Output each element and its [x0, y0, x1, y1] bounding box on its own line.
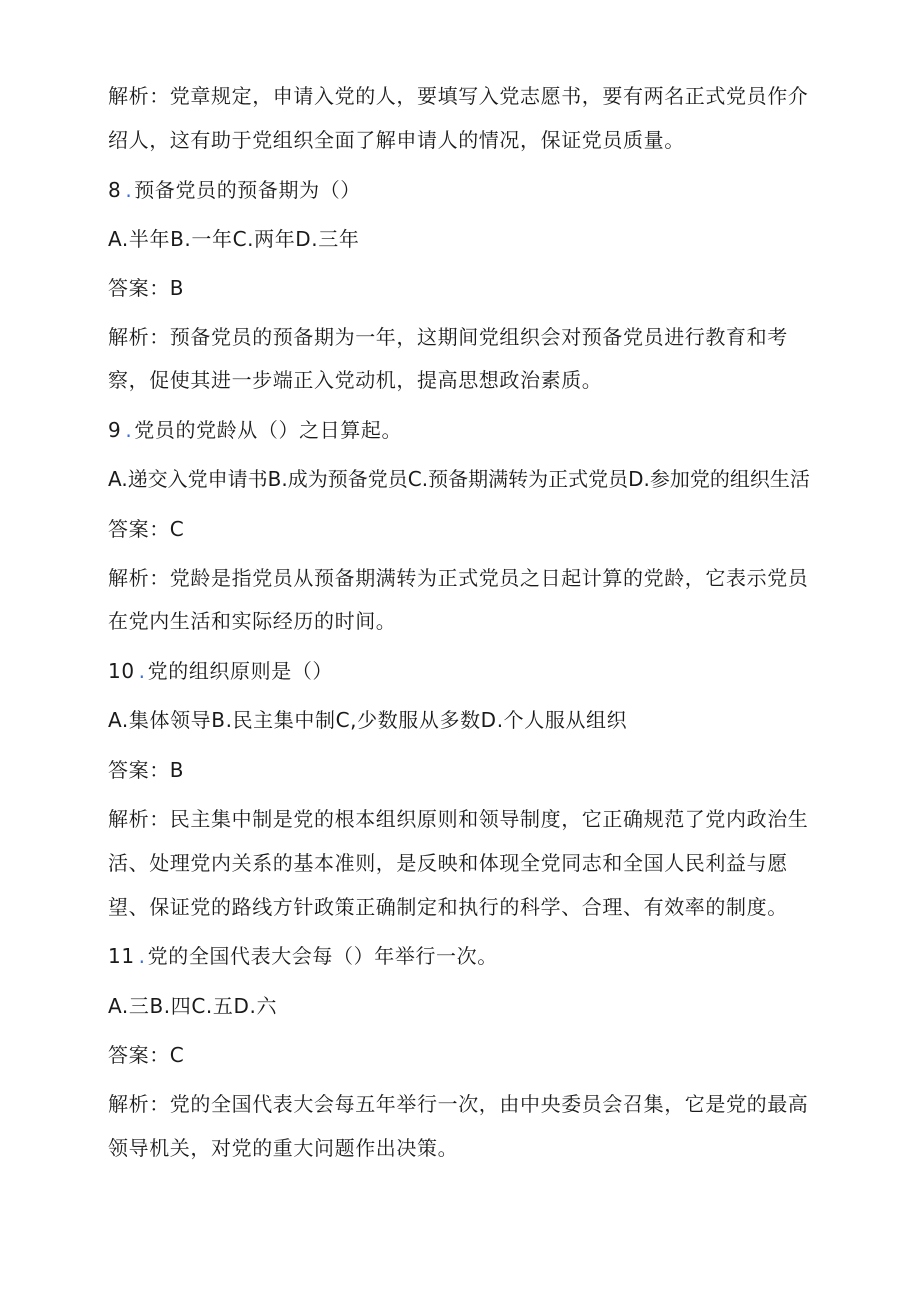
q9-analysis-line-2: 在党内生活和实际经历的时间。: [108, 609, 397, 633]
q9-analysis-line-1: 解析：党龄是指党员从预备期满转为正式党员之日起计算的党龄，它表示党员: [108, 566, 809, 590]
question-11-options: A.三B.四C.五D.六: [108, 994, 278, 1018]
question-9-dot: .: [125, 418, 133, 442]
q7-analysis-line-1: 解析：党章规定，申请入党的人，要填写入党志愿书，要有两名正式党员作介: [108, 84, 809, 108]
question-8-dot: .: [125, 178, 133, 202]
question-11: [108, 944, 498, 968]
question-8-number: 8: [108, 178, 122, 202]
q8-analysis-line-1: 解析：预备党员的预备期为一年，这期间党组织会对预备党员进行教育和考: [108, 325, 788, 349]
question-11-text: 党的全国代表大会每（）年举行一次。: [147, 944, 498, 968]
question-8-answer: 答案：B: [108, 276, 185, 300]
question-10-dot: .: [138, 659, 146, 683]
question-9-text: 党员的党龄从（）之日算起。: [134, 418, 403, 442]
question-9: [108, 418, 402, 442]
question-10-text: 党的组织原则是（）: [147, 659, 334, 683]
q11-analysis-line-2: 领导机关，对党的重大问题作出决策。: [108, 1136, 459, 1160]
question-10: [108, 659, 333, 683]
question-9-options: A.递交入党申请书B.成为预备党员C.预备期满转为正式党员D.参加党的组织生活: [108, 467, 810, 491]
q11-analysis-line-1: 解析：党的全国代表大会每五年举行一次，由中央委员会召集，它是党的最高: [108, 1092, 809, 1116]
question-10-number: 10: [108, 659, 135, 683]
question-10-answer: 答案：B: [108, 758, 185, 782]
question-8-options: A.半年B.一年C.两年D.三年: [108, 227, 360, 251]
question-11-dot: .: [138, 944, 146, 968]
question-11-number: 11: [108, 944, 135, 968]
question-8-text: 预备党员的预备期为（）: [134, 178, 361, 202]
q7-analysis-line-2: 绍人，这有助于党组织全面了解申请人的情况，保证党员质量。: [108, 128, 685, 152]
question-11-answer: 答案：C: [108, 1043, 185, 1067]
question-9-answer: 答案：C: [108, 517, 185, 541]
q8-analysis-line-2: 察，促使其进一步端正入党动机，提高思想政治素质。: [108, 368, 603, 392]
question-8: [108, 178, 361, 202]
question-10-options: A.集体领导B.民主集中制C,少数服从多数D.个人服从组织: [108, 708, 628, 732]
q10-analysis-line-3: 望、保证党的路线方针政策正确制定和执行的科学、合理、有效率的制度。: [108, 895, 788, 919]
q10-analysis-line-1: 解析：民主集中制是党的根本组织原则和领导制度，它正确规范了党内政治生: [108, 807, 809, 831]
q10-analysis-line-2: 活、处理党内关系的基本准则，是反映和体现全党同志和全国人民利益与愿: [108, 851, 788, 875]
question-9-number: 9: [108, 418, 122, 442]
